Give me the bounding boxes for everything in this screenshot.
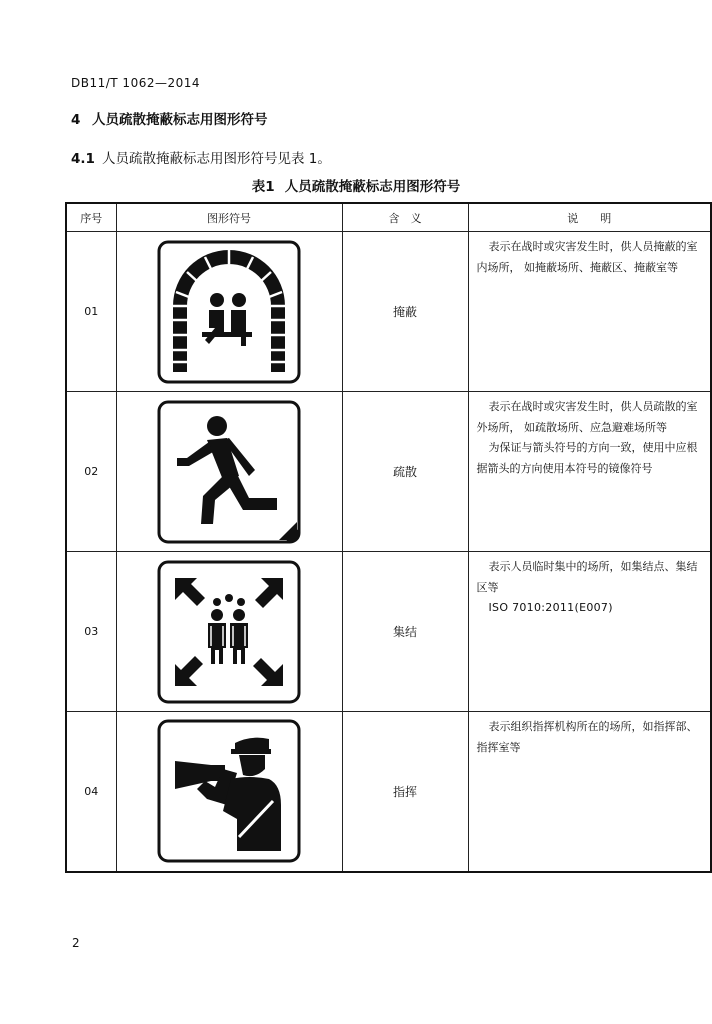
row-meaning: 疏散 xyxy=(342,392,468,552)
row-meaning: 掩蔽 xyxy=(342,232,468,392)
row-meaning: 集结 xyxy=(342,552,468,712)
table-caption-number: 表1 xyxy=(251,179,275,195)
table-row xyxy=(66,392,711,552)
row-description xyxy=(468,392,711,552)
header-symbol: 图形符号 xyxy=(116,203,342,232)
header-meaning: 含 义 xyxy=(342,203,468,232)
description-line: ISO 7010:2011(E007) xyxy=(488,601,613,614)
table-caption xyxy=(0,175,712,195)
table-caption-title: 人员疏散掩蔽标志用图形符号 xyxy=(284,179,461,195)
row-seq: 02 xyxy=(66,392,116,552)
row-description xyxy=(468,232,711,392)
description-line: 表示人员临时集中的场所，如集结点、集结区等 xyxy=(476,560,698,594)
command-officer-megaphone-icon xyxy=(157,719,301,863)
row-seq: 04 xyxy=(66,712,116,872)
row-description xyxy=(468,712,711,872)
subclause xyxy=(71,147,331,167)
section-heading xyxy=(71,108,268,128)
running-person-icon xyxy=(157,400,301,544)
description-line: 表示在战时或灾害发生时，供人员疏散的室外场所， 如疏散场所、应急避难场所等 xyxy=(476,400,698,434)
row-meaning: 指挥 xyxy=(342,712,468,872)
row-seq: 01 xyxy=(66,232,116,392)
header-description: 说 明 xyxy=(468,203,711,232)
description-line: 表示组织指挥机构所在的场所，如指挥部、指挥室等 xyxy=(476,720,698,754)
table-header-row xyxy=(66,203,711,232)
table-row xyxy=(66,552,711,712)
shelter-arch-people-icon xyxy=(157,240,301,384)
symbols-table xyxy=(65,202,712,873)
row-seq: 03 xyxy=(66,552,116,712)
description-line: 为保证与箭头符号的方向一致，使用中应根据箭头的方向使用本符号的镜像符号 xyxy=(476,441,698,475)
table-row xyxy=(66,232,711,392)
subclause-text: 人员疏散掩蔽标志用图形符号见表 1。 xyxy=(102,151,331,167)
row-description xyxy=(468,552,711,712)
document-id: DB11/T 1062—2014 xyxy=(71,76,201,90)
description-line: 表示在战时或灾害发生时，供人员掩蔽的室内场所， 如掩蔽场所、掩蔽区、掩蔽室等 xyxy=(476,240,698,274)
table-row xyxy=(66,712,711,872)
assembly-point-icon xyxy=(157,560,301,704)
subclause-number: 4.1 xyxy=(71,151,95,167)
header-seq: 序号 xyxy=(66,203,116,232)
section-number: 4 xyxy=(71,112,81,128)
page-number: 2 xyxy=(72,936,80,950)
section-title: 人员疏散掩蔽标志用图形符号 xyxy=(92,112,268,128)
